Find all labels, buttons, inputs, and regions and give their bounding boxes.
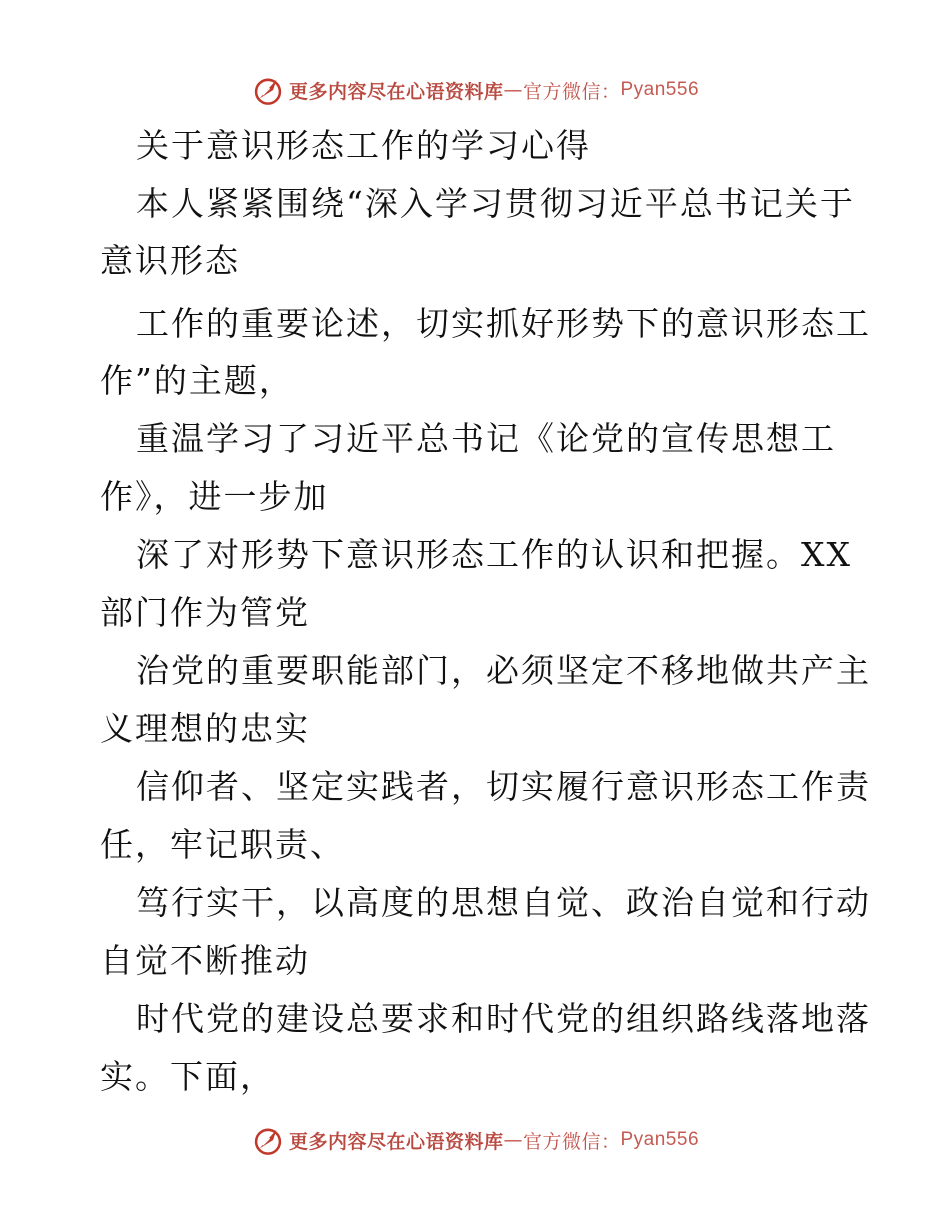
watermark-label: 官方微信： — [522, 80, 621, 103]
feather-pen-logo-icon — [251, 1123, 285, 1157]
feather-pen-logo-icon — [251, 73, 285, 107]
document-title: 关于意识形态工作的学习心得 — [136, 126, 591, 165]
watermark-main-text: 更多内容尽在心语资料库 — [288, 80, 504, 103]
watermark-id: Pyan556 — [620, 1129, 700, 1150]
watermark-main-text: 更多内容尽在心语资料库 — [288, 1130, 504, 1153]
paragraph-line: 意识形态 — [100, 241, 240, 280]
watermark-label: 官方微信： — [522, 1130, 621, 1153]
paragraph-line: 自觉不断推动 — [100, 941, 310, 980]
paragraph-line: 深了对形势下意识形态工作的认识和把握。XX — [136, 535, 852, 574]
paragraph-line: 作”的主题， — [100, 361, 294, 400]
paragraph-line: 工作的重要论述，切实抓好形势下的意识形态工 — [136, 304, 871, 343]
paragraph-line: 笃行实干，以高度的思想自觉、政治自觉和行动 — [136, 883, 871, 922]
paragraph-line: 作》，进一步加 — [100, 477, 329, 516]
paragraph-line: 时代党的建设总要求和时代党的组织路线落地落 — [136, 999, 871, 1038]
paragraph-line: 部门作为管党 — [100, 593, 310, 632]
paragraph-line: 信仰者、坚定实践者，切实履行意识形态工作责 — [136, 767, 871, 806]
paragraph-line: 重温学习了习近平总书记《论党的宣传思想工 — [136, 419, 836, 458]
paragraph-line: 义理想的忠实 — [100, 709, 310, 748]
watermark-id: Pyan556 — [620, 79, 700, 100]
paragraph-line: 本人紧紧围绕“深入学习贯彻习近平总书记关于 — [136, 184, 855, 223]
paragraph-line: 治党的重要职能部门，必须坚定不移地做共产主 — [136, 651, 871, 690]
header-watermark — [0, 70, 950, 110]
footer-watermark — [0, 1120, 950, 1160]
paragraph-line: 实。下面， — [100, 1057, 275, 1096]
watermark-dash: — — [503, 1129, 523, 1151]
paragraph-line: 任，牢记职责、 — [100, 825, 345, 864]
watermark-dash: — — [503, 79, 523, 101]
